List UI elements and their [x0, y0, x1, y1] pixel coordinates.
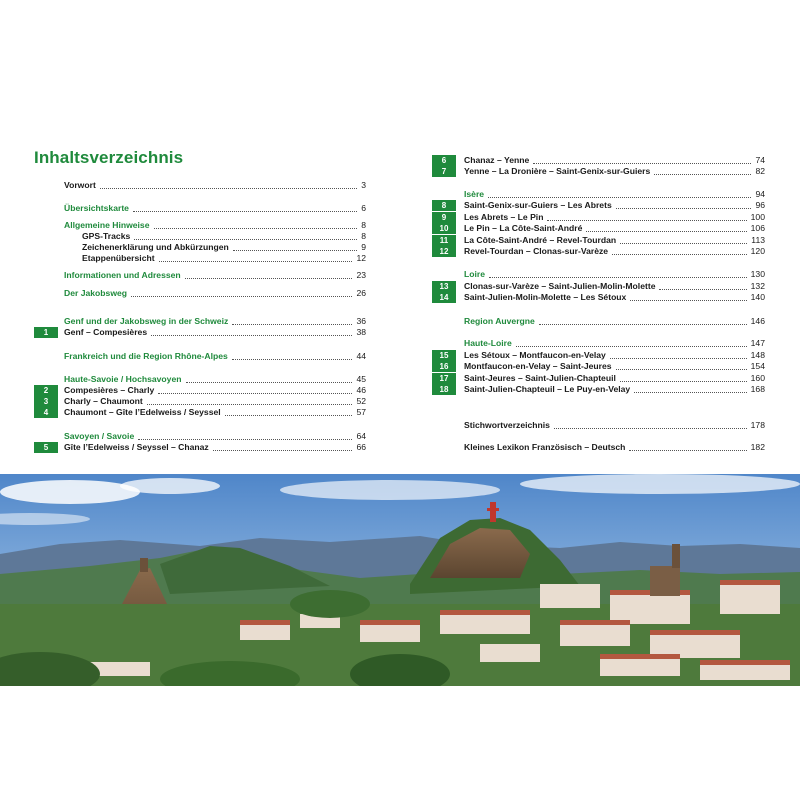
toc-entry-page: 3	[361, 180, 366, 190]
toc-entry-page: 96	[755, 200, 765, 210]
toc-entry[interactable]	[432, 316, 765, 327]
toc-entry-title: La Côte-Saint-André – Revel-Tourdan	[464, 235, 617, 245]
toc-entry[interactable]	[34, 396, 366, 407]
toc-entry-title: Allgemeine Hinweise	[64, 220, 150, 230]
dot-leader	[186, 382, 353, 383]
toc-entry-title: Übersichtskarte	[64, 203, 129, 213]
toc-entry[interactable]	[34, 385, 366, 396]
stage-number-badge: 18	[432, 384, 456, 395]
toc-entry[interactable]	[34, 242, 366, 253]
toc-entry[interactable]	[432, 350, 765, 361]
toc-entry-page: 100	[750, 212, 765, 222]
dot-leader	[232, 324, 352, 325]
toc-entry-page: 26	[356, 288, 366, 298]
dot-leader	[533, 163, 751, 164]
toc-entry[interactable]	[34, 327, 366, 338]
toc-entry-page: 8	[361, 220, 366, 230]
stage-number-badge: 9	[432, 212, 456, 223]
toc-entry[interactable]	[34, 442, 366, 453]
dot-leader	[539, 324, 747, 325]
toc-entry-title: Haute-Savoie / Hochsavoyen	[64, 374, 182, 384]
toc-entry[interactable]	[432, 361, 765, 372]
toc-entry-page: 130	[750, 269, 765, 279]
toc-entry-title: Saint-Jeures – Saint-Julien-Chapteuil	[464, 373, 616, 383]
toc-entry-page: 46	[356, 385, 366, 395]
toc-entry-page: 57	[356, 407, 366, 417]
dot-leader	[134, 239, 357, 240]
toc-entry-title: Gîte l’Edelweiss / Seyssel – Chanaz	[64, 442, 209, 452]
toc-entry-title: Clonas-sur-Varèze – Saint-Julien-Molin-Molette	[464, 281, 656, 291]
toc-entry-page: 106	[750, 223, 765, 233]
dot-leader	[654, 174, 751, 175]
toc-entry-title: Compesières – Charly	[64, 385, 155, 395]
toc-entry[interactable]	[432, 166, 765, 177]
toc-entry[interactable]	[432, 246, 765, 257]
dot-leader	[233, 250, 357, 251]
toc-entry[interactable]	[34, 231, 366, 242]
toc-heading: Inhaltsverzeichnis	[34, 148, 184, 167]
dot-leader	[630, 300, 746, 301]
toc-entry-title: Saint-Julien-Chapteuil – Le Puy-en-Velay	[464, 384, 631, 394]
toc-entry-title: GPS-Tracks	[82, 231, 131, 241]
toc-entry[interactable]	[34, 351, 366, 362]
toc-entry-title: Informationen und Adressen	[64, 270, 181, 280]
toc-entry-title: Les Sétoux – Montfaucon-en-Velay	[464, 350, 606, 360]
toc-entry[interactable]	[432, 200, 765, 211]
dot-leader	[133, 211, 357, 212]
toc-entry-title: Genf und der Jakobsweg in der Schweiz	[64, 316, 229, 326]
toc-entry-page: 132	[750, 281, 765, 291]
stage-number-badge: 15	[432, 350, 456, 361]
stage-number-badge: 14	[432, 292, 456, 303]
landscape-photo	[0, 474, 800, 686]
toc-entry[interactable]	[432, 281, 765, 292]
dot-leader	[185, 278, 353, 279]
toc-entry-page: 154	[750, 361, 765, 371]
toc-entry[interactable]	[34, 270, 366, 281]
dot-leader	[620, 381, 747, 382]
toc-entry-page: 36	[356, 316, 366, 326]
stage-number-badge: 8	[432, 200, 456, 211]
toc-entry-title: Chaumont – Gîte l’Edelweiss / Seyssel	[64, 407, 221, 417]
toc-entry-page: 23	[356, 270, 366, 280]
toc-entry[interactable]	[34, 316, 366, 327]
toc-entry-page: 82	[755, 166, 765, 176]
dot-leader	[488, 197, 751, 198]
toc-entry-title: Revel-Tourdan – Clonas-sur-Varèze	[464, 246, 609, 256]
stage-number-badge: 1	[34, 327, 58, 338]
toc-entry-page: 44	[356, 351, 366, 361]
toc-entry-title: Frankreich und die Region Rhône-Alpes	[64, 351, 228, 361]
toc-entry-title: Der Jakobsweg	[64, 288, 128, 298]
toc-entry[interactable]	[34, 203, 366, 214]
toc-entry[interactable]	[34, 180, 366, 191]
dot-leader	[151, 335, 352, 336]
toc-entry-title: Charly – Chaumont	[64, 396, 143, 406]
dot-leader	[659, 289, 746, 290]
dot-leader	[232, 359, 353, 360]
dot-leader	[138, 439, 352, 440]
toc-entry-page: 38	[356, 327, 366, 337]
toc-entry-page: 168	[750, 384, 765, 394]
dot-leader	[610, 358, 747, 359]
toc-entry-title: Savoyen / Savoie	[64, 431, 135, 441]
dot-leader	[634, 392, 746, 393]
stage-number-badge: 7	[432, 166, 456, 177]
dot-leader	[616, 208, 752, 209]
toc-entry[interactable]	[432, 155, 765, 166]
toc-entry-page: 178	[750, 420, 765, 430]
toc-entry-title: Genf – Compesières	[64, 327, 148, 337]
toc-entry-page: 45	[356, 374, 366, 384]
toc-entry[interactable]	[432, 384, 765, 395]
toc-entry[interactable]	[34, 431, 366, 442]
stage-number-badge: 17	[432, 373, 456, 384]
dot-leader	[554, 428, 747, 429]
stage-number-badge: 2	[34, 385, 58, 396]
toc-entry-page: 94	[755, 189, 765, 199]
toc-entry-title: Le Pin – La Côte-Saint-André	[464, 223, 583, 233]
stage-number-badge: 5	[34, 442, 58, 453]
dot-leader	[100, 188, 357, 189]
dot-leader	[616, 369, 747, 370]
dot-leader	[131, 296, 352, 297]
toc-entry-title: Haute-Loire	[464, 338, 512, 348]
dot-leader	[489, 277, 747, 278]
toc-entry-page: 64	[356, 431, 366, 441]
toc-entry[interactable]	[432, 442, 765, 453]
dot-leader	[154, 228, 358, 229]
toc-entry[interactable]	[432, 212, 765, 223]
toc-entry-title: Saint-Genix-sur-Guiers – Les Abrets	[464, 200, 612, 210]
stage-number-badge: 4	[34, 407, 58, 418]
toc-entry[interactable]	[432, 235, 765, 246]
toc-entry-page: 74	[755, 155, 765, 165]
toc-entry-title: Chanaz – Yenne	[464, 155, 530, 165]
toc-entry-title: Saint-Julien-Molin-Molette – Les Sétoux	[464, 292, 627, 302]
toc-entry[interactable]	[432, 223, 765, 234]
dot-leader	[147, 404, 353, 405]
stage-number-badge: 12	[432, 246, 456, 257]
dot-leader	[516, 346, 747, 347]
stage-number-badge: 6	[432, 155, 456, 166]
toc-entry-page: 140	[750, 292, 765, 302]
toc-entry-page: 113	[751, 235, 765, 245]
toc-entry-title: Vorwort	[64, 180, 96, 190]
toc-entry[interactable]	[432, 338, 765, 349]
stage-number-badge: 16	[432, 361, 456, 372]
stage-number-badge: 11	[432, 235, 456, 246]
toc-entry[interactable]	[432, 420, 765, 431]
toc-entry[interactable]	[34, 220, 366, 231]
toc-entry[interactable]	[34, 288, 366, 299]
toc-entry-title: Stichwortverzeichnis	[464, 420, 550, 430]
dot-leader	[159, 261, 353, 262]
toc-entry[interactable]	[34, 374, 366, 385]
toc-entry-page: 160	[750, 373, 765, 383]
toc-entry-title: Zeichenerklärung und Abkürzungen	[82, 242, 229, 252]
toc-entry[interactable]	[34, 253, 366, 264]
toc-entry-page: 52	[356, 396, 366, 406]
dot-leader	[158, 393, 352, 394]
toc-entry-page: 147	[750, 338, 765, 348]
stage-number-badge: 13	[432, 281, 456, 292]
toc-entry-title: Les Abrets – Le Pin	[464, 212, 544, 222]
toc-entry-title: Isère	[464, 189, 485, 199]
toc-entry-page: 12	[356, 253, 366, 263]
dot-leader	[547, 220, 746, 221]
dot-leader	[629, 450, 746, 451]
toc-entry[interactable]	[432, 189, 765, 200]
toc-entry[interactable]	[432, 292, 765, 303]
dot-leader	[225, 415, 353, 416]
toc-entry-page: 6	[361, 203, 366, 213]
toc-entry-page: 8	[361, 231, 366, 241]
toc-entry-title: Kleines Lexikon Französisch – Deutsch	[464, 442, 626, 452]
stage-number-badge: 3	[34, 396, 58, 407]
toc-entry-title: Montfaucon-en-Velay – Saint-Jeures	[464, 361, 612, 371]
dot-leader	[620, 243, 747, 244]
toc-entry-page: 146	[750, 316, 765, 326]
dot-leader	[586, 231, 746, 232]
toc-entry-page: 148	[750, 350, 765, 360]
toc-entry[interactable]	[34, 407, 366, 418]
toc-entry[interactable]	[432, 269, 765, 280]
toc-entry-page: 182	[750, 442, 765, 452]
toc-entry-title: Yenne – La Dronière – Saint-Genix-sur-Guiers	[464, 166, 651, 176]
toc-entry-title: Region Auvergne	[464, 316, 535, 326]
dot-leader	[213, 450, 353, 451]
toc-entry-page: 9	[361, 242, 366, 252]
dot-leader	[612, 254, 747, 255]
toc-entry[interactable]	[432, 373, 765, 384]
toc-entry-title: Loire	[464, 269, 486, 279]
stage-number-badge: 10	[432, 223, 456, 234]
toc-entry-title: Etappenübersicht	[82, 253, 155, 263]
toc-entry-page: 66	[356, 442, 366, 452]
toc-entry-page: 120	[750, 246, 765, 256]
